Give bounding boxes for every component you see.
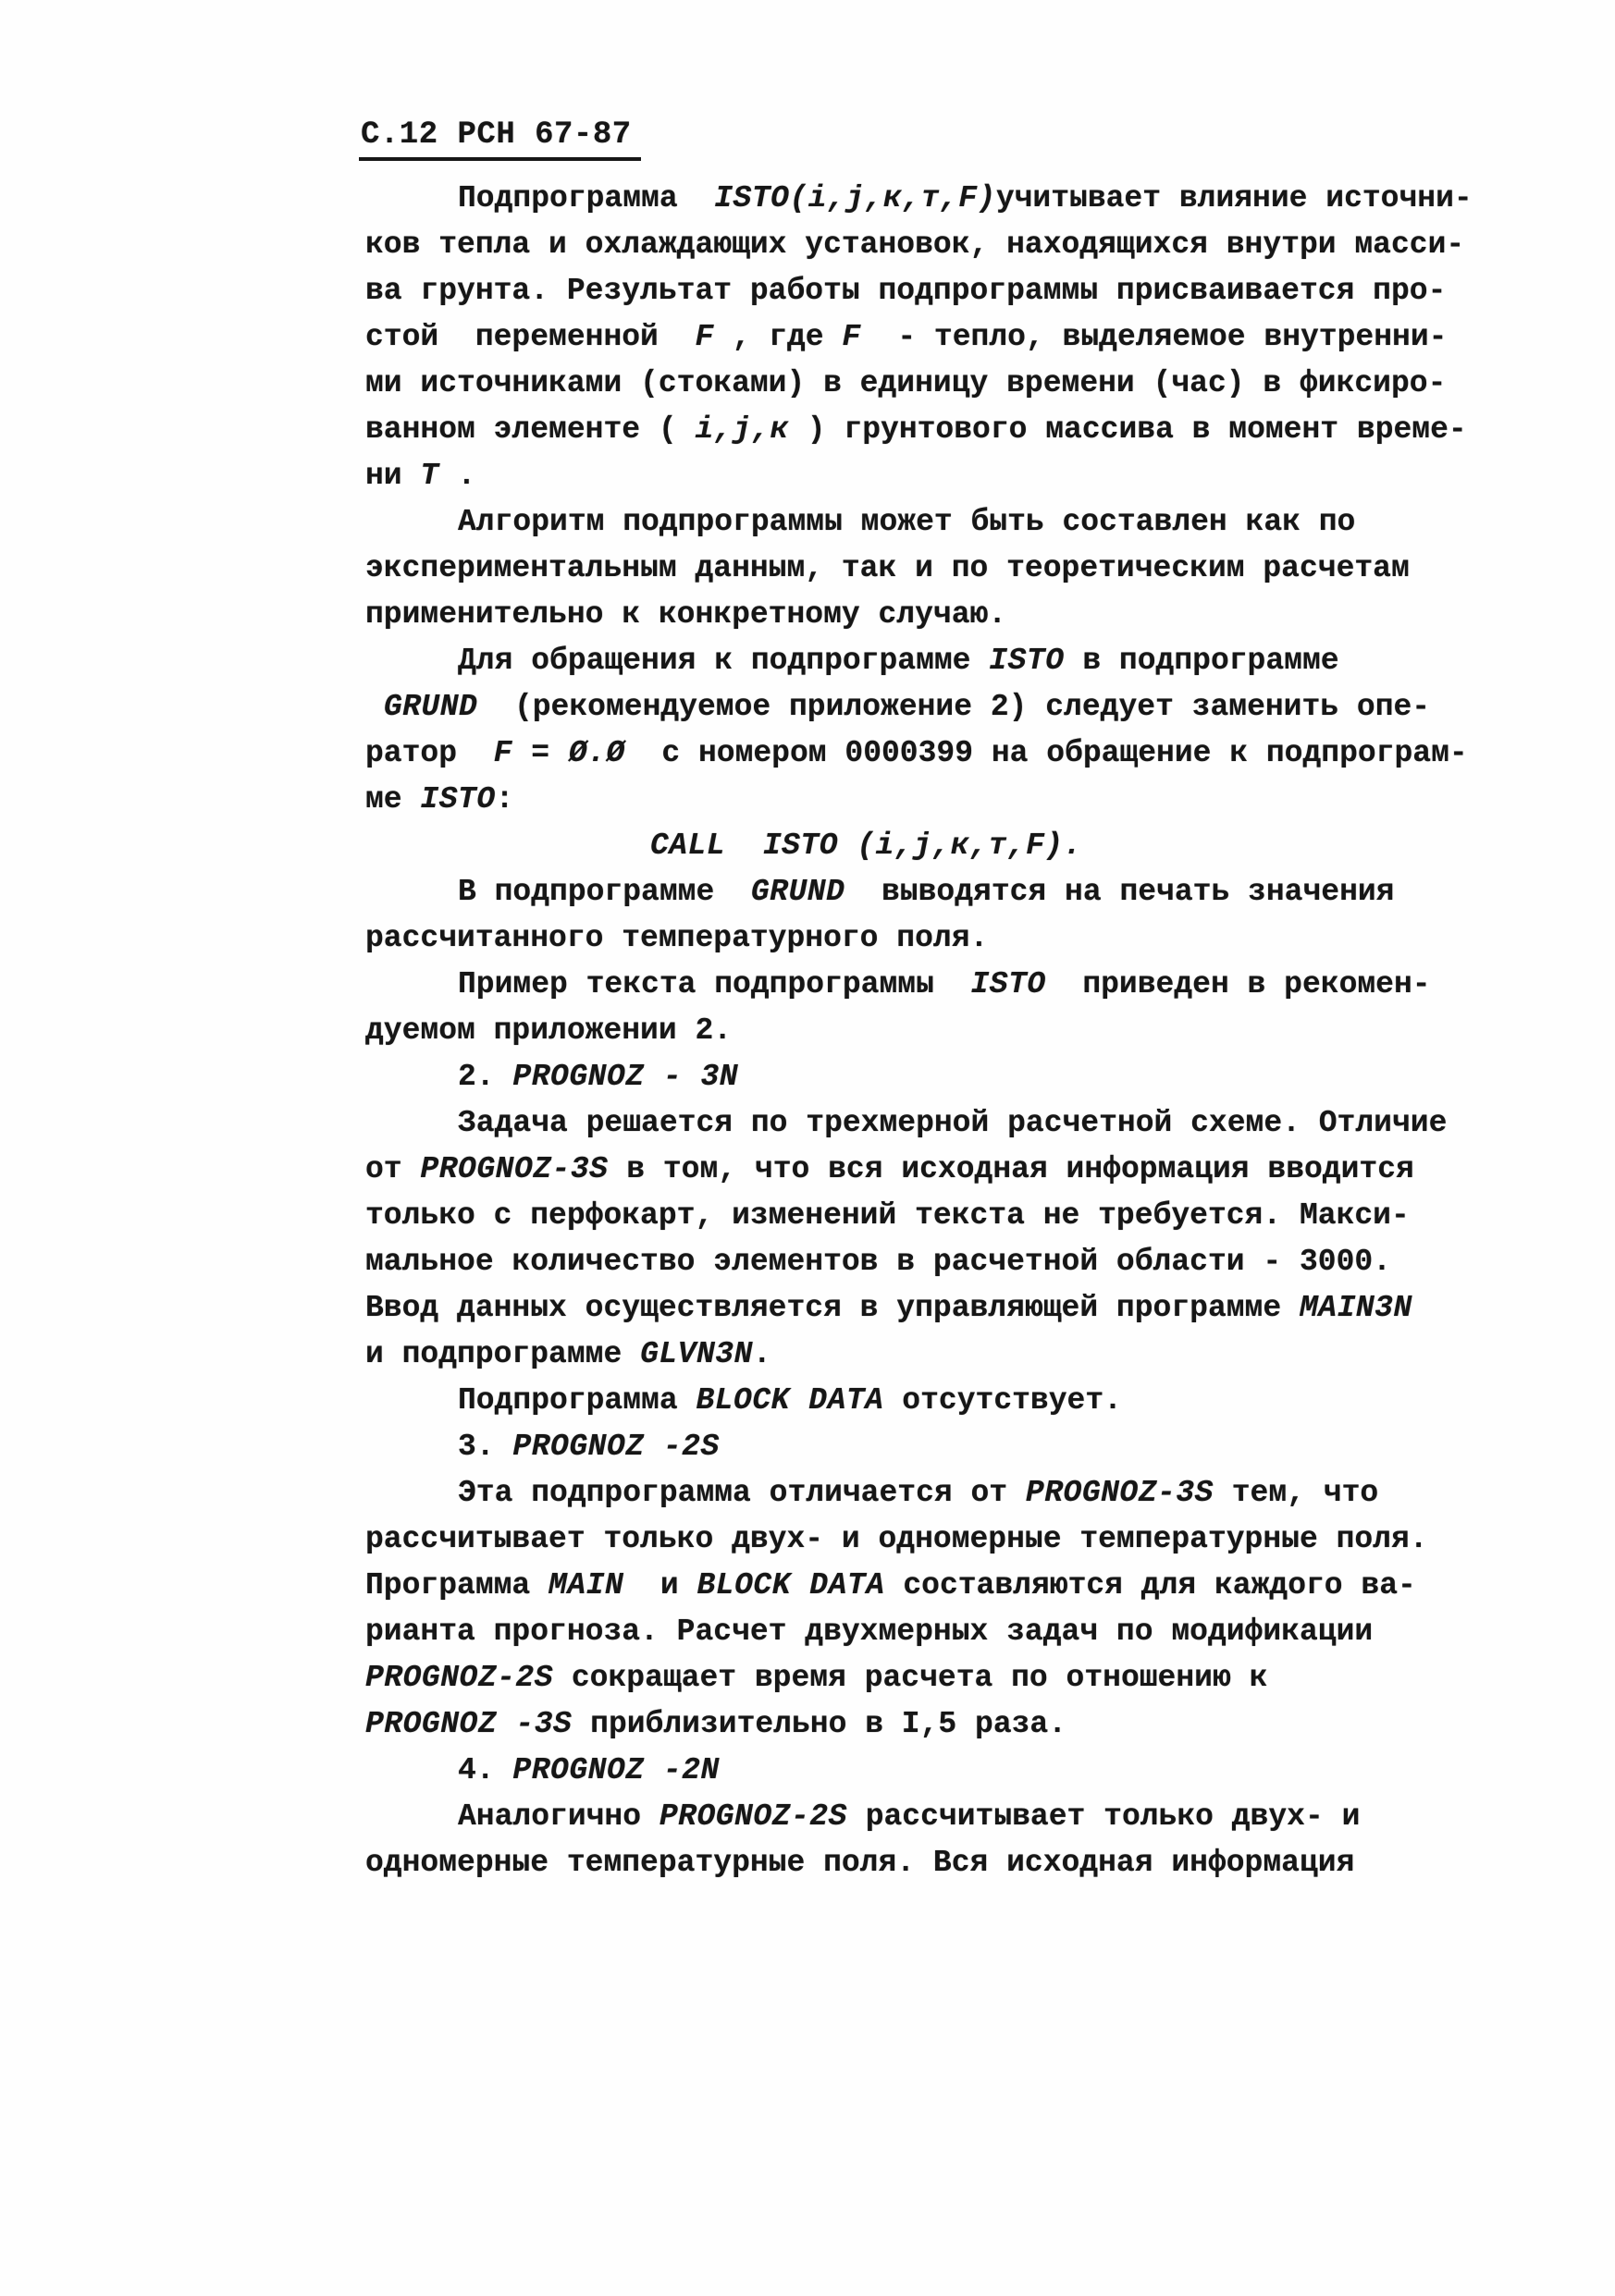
text-segment: 2. [458, 1060, 513, 1094]
text-line [365, 1563, 1512, 1609]
text-line [365, 453, 1512, 499]
text-segment: выводятся на печать значения [844, 875, 1395, 909]
text-line [365, 684, 1512, 731]
program-identifier: F [695, 320, 714, 354]
text-line [365, 869, 1512, 915]
text-segment: 4. [458, 1753, 513, 1787]
text-segment: в подпрограмме [1064, 644, 1339, 678]
text-segment: приведен в рекомен- [1045, 967, 1431, 1001]
text-segment: сокращает время расчета по отношению к [553, 1661, 1268, 1695]
text-segment: ванном элементе ( [365, 412, 696, 447]
text-line [365, 407, 1512, 453]
text-line [365, 1655, 1512, 1701]
text-segment: одномерные температурные поля. Вся исходная информация [365, 1846, 1355, 1880]
text-line [365, 1193, 1512, 1239]
text-segment: ме [365, 782, 421, 816]
text-line [365, 1609, 1512, 1655]
text-line [365, 592, 1512, 638]
text-line [365, 962, 1512, 1008]
text-segment: рассчитанного температурного поля. [365, 921, 989, 955]
text-line [365, 1054, 1512, 1100]
text-line [365, 1794, 1512, 1840]
program-identifier: ISTO [420, 782, 496, 816]
program-identifier: GRUND [383, 690, 478, 724]
text-line [365, 915, 1512, 962]
text-line [365, 1239, 1512, 1285]
text-segment: приблизительно в I,5 раза. [572, 1707, 1067, 1741]
text-line [365, 1516, 1512, 1563]
text-segment: рианта прогноза. Расчет двухмерных задач по модификации [365, 1615, 1374, 1649]
program-identifier: PROGNOZ-3S [1025, 1476, 1214, 1510]
text-segment: , где [713, 320, 843, 354]
text-segment: и [623, 1568, 697, 1602]
text-line [365, 361, 1512, 407]
program-identifier: GRUND [750, 875, 845, 909]
text-line [365, 546, 1512, 592]
text-segment: Подпрограмма [458, 181, 715, 215]
text-segment: Алгоритм подпрограммы может быть составлен как по [458, 505, 1356, 539]
text-line [365, 1008, 1512, 1054]
program-identifier: GLVN3N [640, 1337, 753, 1371]
text-segment: Ввод данных осуществляется в управляющей программе [365, 1291, 1300, 1325]
text-line [365, 1701, 1512, 1748]
program-identifier: BLOCK DATA [696, 1383, 884, 1418]
text-segment: только с перфокарт, изменений текста не требуется. Макси- [365, 1198, 1410, 1233]
text-segment: отсутствует. [883, 1383, 1122, 1418]
text-line [365, 499, 1512, 546]
program-identifier: F = Ø.Ø [493, 736, 625, 770]
text-segment: экспериментальным данным, так и по теоретическим расчетам [365, 551, 1410, 585]
program-identifier: PROGNOZ-3S [420, 1152, 609, 1186]
text-segment: Задача решается по трехмерной расчетной схеме. Отличие [458, 1106, 1448, 1140]
text-line [365, 1378, 1512, 1424]
program-identifier: F [842, 320, 861, 354]
program-identifier: ISTO(i,j,к,т,F) [714, 181, 996, 215]
text-segment: : [495, 782, 514, 816]
page-header-document-code: С.12 РСН 67-87 [359, 117, 641, 161]
program-identifier: PROGNOZ -2N [512, 1753, 720, 1787]
text-segment: учитывает влияние источни- [995, 181, 1473, 215]
text-segment: Для обращения к подпрограмме [458, 644, 990, 678]
text-segment: Эта подпрограмма отличается от [458, 1476, 1026, 1510]
text-segment: Аналогично [458, 1799, 660, 1834]
text-segment: . [438, 459, 476, 493]
program-identifier: PROGNOZ-2S [365, 1661, 554, 1695]
program-identifier: Т [420, 459, 439, 493]
call-statement-line [365, 823, 1512, 869]
text-segment: Подпрограмма [458, 1383, 697, 1418]
text-segment: в том, что вся исходная информация вводится [608, 1152, 1414, 1186]
program-identifier: CALL ISTO (i,j,к,т,F). [650, 829, 1082, 863]
text-segment: 3. [458, 1430, 513, 1464]
text-segment: и подпрограмме [365, 1337, 641, 1371]
text-segment: тем, что [1213, 1476, 1379, 1510]
program-identifier: BLOCK DATA [697, 1568, 885, 1602]
text-segment: Пример текста подпрограммы [458, 967, 971, 1001]
text-segment: применительно к конкретному случаю. [365, 597, 1007, 632]
text-line [365, 1424, 1512, 1470]
text-line [365, 777, 1512, 823]
text-line [365, 1147, 1512, 1193]
text-line [365, 1748, 1512, 1794]
text-segment: ни [365, 459, 421, 493]
text-segment: ратор [365, 736, 494, 770]
text-segment: с номером 0000399 на обращение к подпрограм- [624, 736, 1468, 770]
text-line [365, 1840, 1512, 1886]
text-segment [365, 690, 384, 724]
text-segment: мальное количество элементов в расчетной области - 3000. [365, 1245, 1391, 1279]
text-line [365, 731, 1512, 777]
text-line [365, 176, 1512, 222]
text-segment: стой переменной [365, 320, 696, 354]
text-segment: ков тепла и охлаждающих установок, находящихся внутри масси- [365, 227, 1465, 262]
text-line [365, 268, 1512, 314]
program-identifier: PROGNOZ -2S [512, 1430, 720, 1464]
text-segment: от [365, 1152, 421, 1186]
text-segment: рассчитывает только двух- и [846, 1799, 1361, 1834]
text-line [365, 1100, 1512, 1147]
document-body [365, 176, 1512, 1886]
program-identifier: ISTO [970, 967, 1046, 1001]
program-identifier: MAIN3N [1299, 1291, 1412, 1325]
text-segment: - тепло, выделяемое внутренни- [860, 320, 1448, 354]
program-identifier: PROGNOZ - 3N [512, 1060, 739, 1094]
program-identifier: MAIN [549, 1568, 624, 1602]
program-identifier: ISTO [989, 644, 1065, 678]
text-segment: В подпрограмме [458, 875, 751, 909]
text-line [365, 1332, 1512, 1378]
text-segment: рассчитывает только двух- и одномерные температурные поля. [365, 1522, 1428, 1556]
text-segment: ) грунтового массива в момент време- [789, 412, 1467, 447]
text-segment: (рекомендуемое приложение 2) следует заменить опе- [477, 690, 1431, 724]
text-segment: . [752, 1337, 771, 1371]
text-line [365, 314, 1512, 361]
text-segment: дуемом приложении 2. [365, 1013, 733, 1048]
text-segment: Программа [365, 1568, 549, 1602]
program-identifier: PROGNOZ -3S [365, 1707, 573, 1741]
text-segment: ва грунта. Результат работы подпрограммы присваивается про- [365, 274, 1447, 308]
text-segment: ми источниками (стоками) в единицу времени (час) в фиксиро- [365, 366, 1447, 400]
program-identifier: PROGNOZ-2S [659, 1799, 847, 1834]
text-line [365, 1470, 1512, 1516]
text-line [365, 638, 1512, 684]
text-line [365, 1285, 1512, 1332]
text-segment: составляются для каждого ва- [884, 1568, 1416, 1602]
program-identifier: i,j,к [695, 412, 789, 447]
text-line [365, 222, 1512, 268]
